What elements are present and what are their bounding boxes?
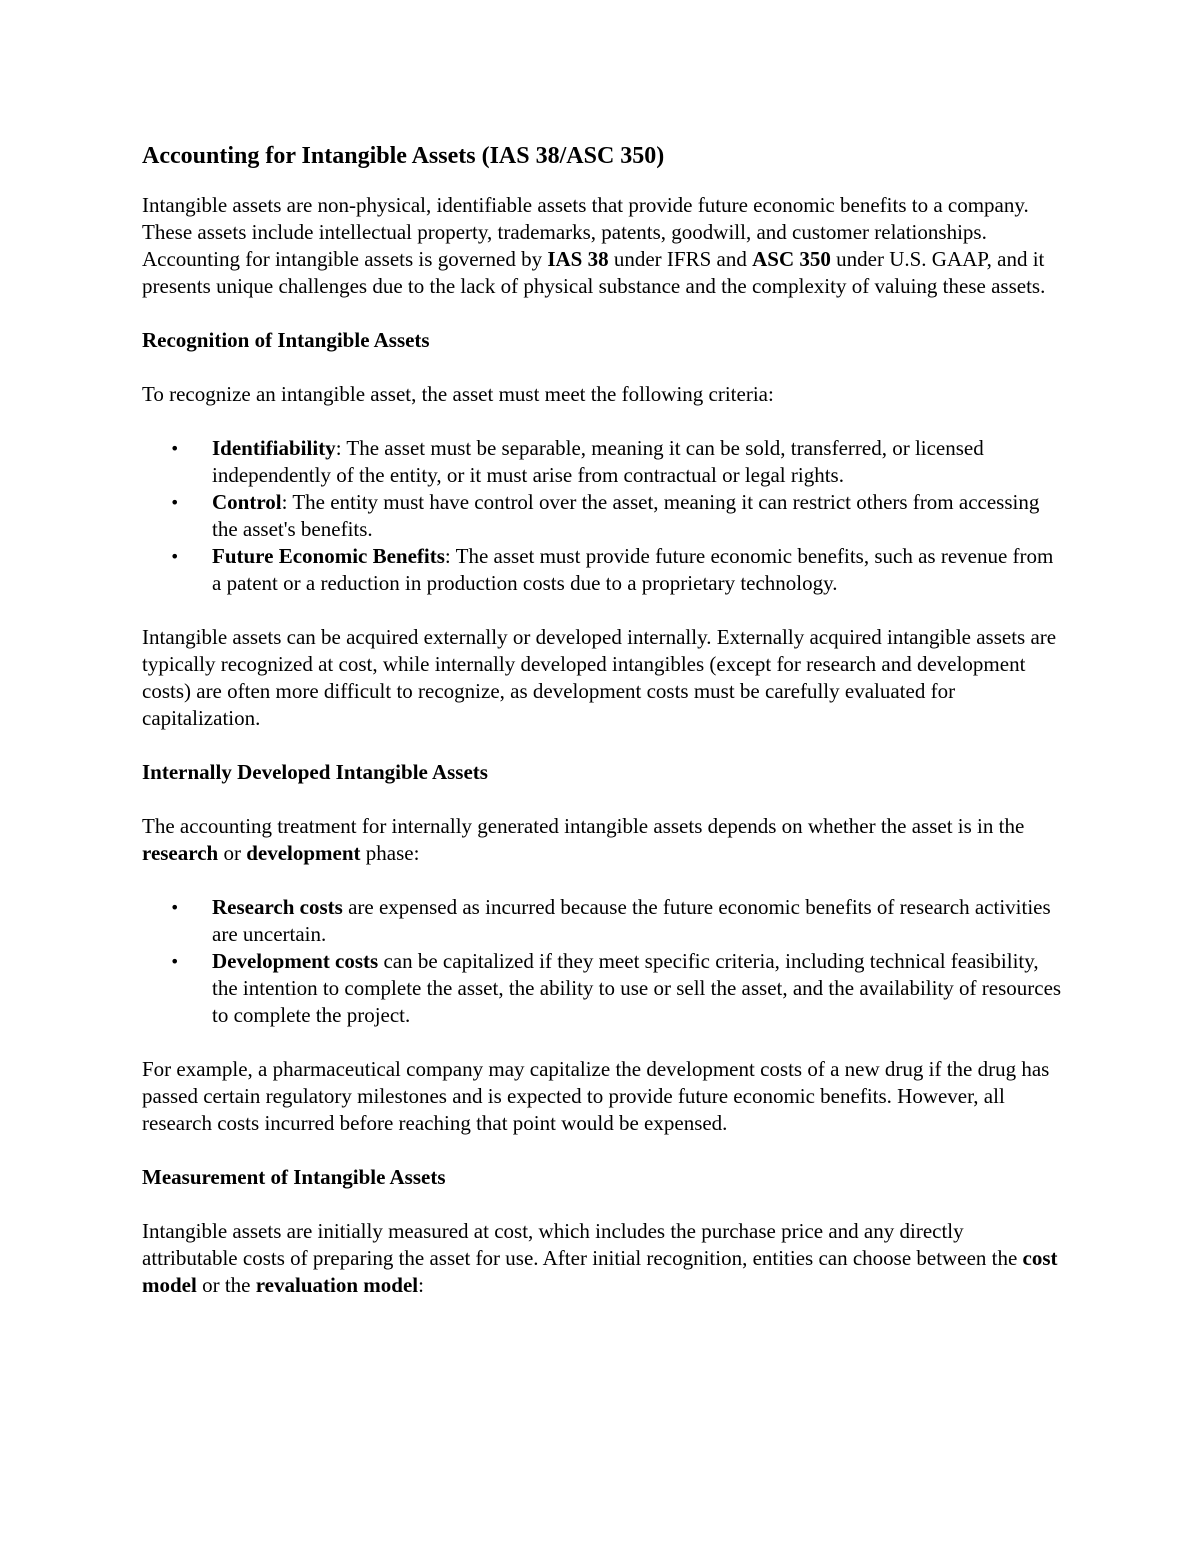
criteria-text: : The asset must be separable, meaning it can be sold, transferred, or licensed independently of the entity, or it must arise from contractual or legal rights. [212, 436, 984, 487]
measurement-text-3: : [418, 1273, 424, 1297]
criteria-text: : The entity must have control over the asset, meaning it can restrict others from accessing the asset's benefits. [212, 490, 1040, 541]
internal-lead-text-1: The accounting treatment for internally generated intangible assets depends on whether the asset is in the [142, 814, 1025, 838]
internal-lead-bold-research: research [142, 841, 219, 865]
recognition-closing: Intangible assets can be acquired externally or developed internally. Externally acquired intangible assets are typically recognized at cost, while internally developed intangibles (except for research and development costs) are often more difficult to recognize, as development costs must be carefully evaluated for capitalization. [142, 625, 1057, 730]
criteria-term: Identifiability [212, 436, 336, 460]
criteria-text: : The asset must provide future economic benefits, such as revenue from a patent or a reduction in production costs due to a proprietary technology. [212, 544, 1054, 595]
intro-bold-asc350: ASC 350 [752, 247, 831, 271]
cost-term: Research costs [212, 895, 343, 919]
cost-text: can be capitalized if they meet specific criteria, including technical feasibility, the intention to complete the asset, the ability to use or sell the asset, and the availability of resources to complete the project. [212, 949, 1062, 1027]
recognition-lead: To recognize an intangible asset, the asset must meet the following criteria: [142, 382, 774, 406]
internal-lead-text-3: phase: [360, 841, 420, 865]
cost-term: Development costs [212, 949, 379, 973]
bullet-icon: • [170, 547, 180, 566]
measurement-text-2: or the [196, 1273, 256, 1297]
internal-lead [142, 813, 1062, 867]
bullet-icon: • [170, 439, 180, 458]
cost-phase-list [142, 894, 1062, 1029]
criteria-term: Future Economic Benefits [212, 544, 445, 568]
list-item [142, 948, 1062, 1029]
intro-paragraph [142, 192, 1062, 300]
criteria-list [142, 435, 1062, 597]
intro-bold-ias38: IAS 38 [547, 247, 609, 271]
cost-text: are expensed as incurred because the future economic benefits of research activities are uncertain. [212, 895, 1051, 946]
document-page [142, 140, 1062, 1326]
intro-text-2: under IFRS and [608, 247, 753, 271]
intro-text-1: Intangible assets are non-physical, identifiable assets that provide future economic benefits to a company. These assets include intellectual property, trademarks, patents, goodwill, and customer relationships. Accounting for intangible assets is governed by [142, 193, 1029, 271]
list-item [142, 543, 1062, 597]
measurement-heading: Measurement of Intangible Assets [142, 1165, 446, 1189]
bullet-icon: • [170, 493, 180, 512]
measurement-bold-cost-model: cost model [142, 1246, 1058, 1297]
intro-text-3: under U.S. GAAP, and it presents unique challenges due to the lack of physical substance and the complexity of valuing these assets. [142, 247, 1046, 298]
example-paragraph: For example, a pharmaceutical company may capitalize the development costs of a new drug if the drug has passed certain regulatory milestones and is expected to provide future economic benefits. However, all research costs incurred before reaching that point would be expensed. [142, 1057, 1050, 1135]
list-item [142, 489, 1062, 543]
internal-lead-bold-development: development [246, 841, 361, 865]
bullet-icon: • [170, 952, 180, 971]
measurement-text-1: Intangible assets are initially measured at cost, which includes the purchase price and any directly attributable costs of preparing the asset for use. After initial recognition, entities can choose between the [142, 1219, 1023, 1270]
bullet-icon: • [170, 898, 180, 917]
list-item [142, 894, 1062, 948]
measurement-paragraph [142, 1218, 1062, 1299]
list-item [142, 435, 1062, 489]
internal-heading: Internally Developed Intangible Assets [142, 760, 488, 784]
measurement-bold-revaluation-model: revaluation model [255, 1273, 419, 1297]
criteria-term: Control [212, 490, 282, 514]
recognition-heading: Recognition of Intangible Assets [142, 328, 430, 352]
document-title: Accounting for Intangible Assets (IAS 38/ASC 350) [142, 143, 665, 169]
internal-lead-text-2: or [218, 841, 247, 865]
